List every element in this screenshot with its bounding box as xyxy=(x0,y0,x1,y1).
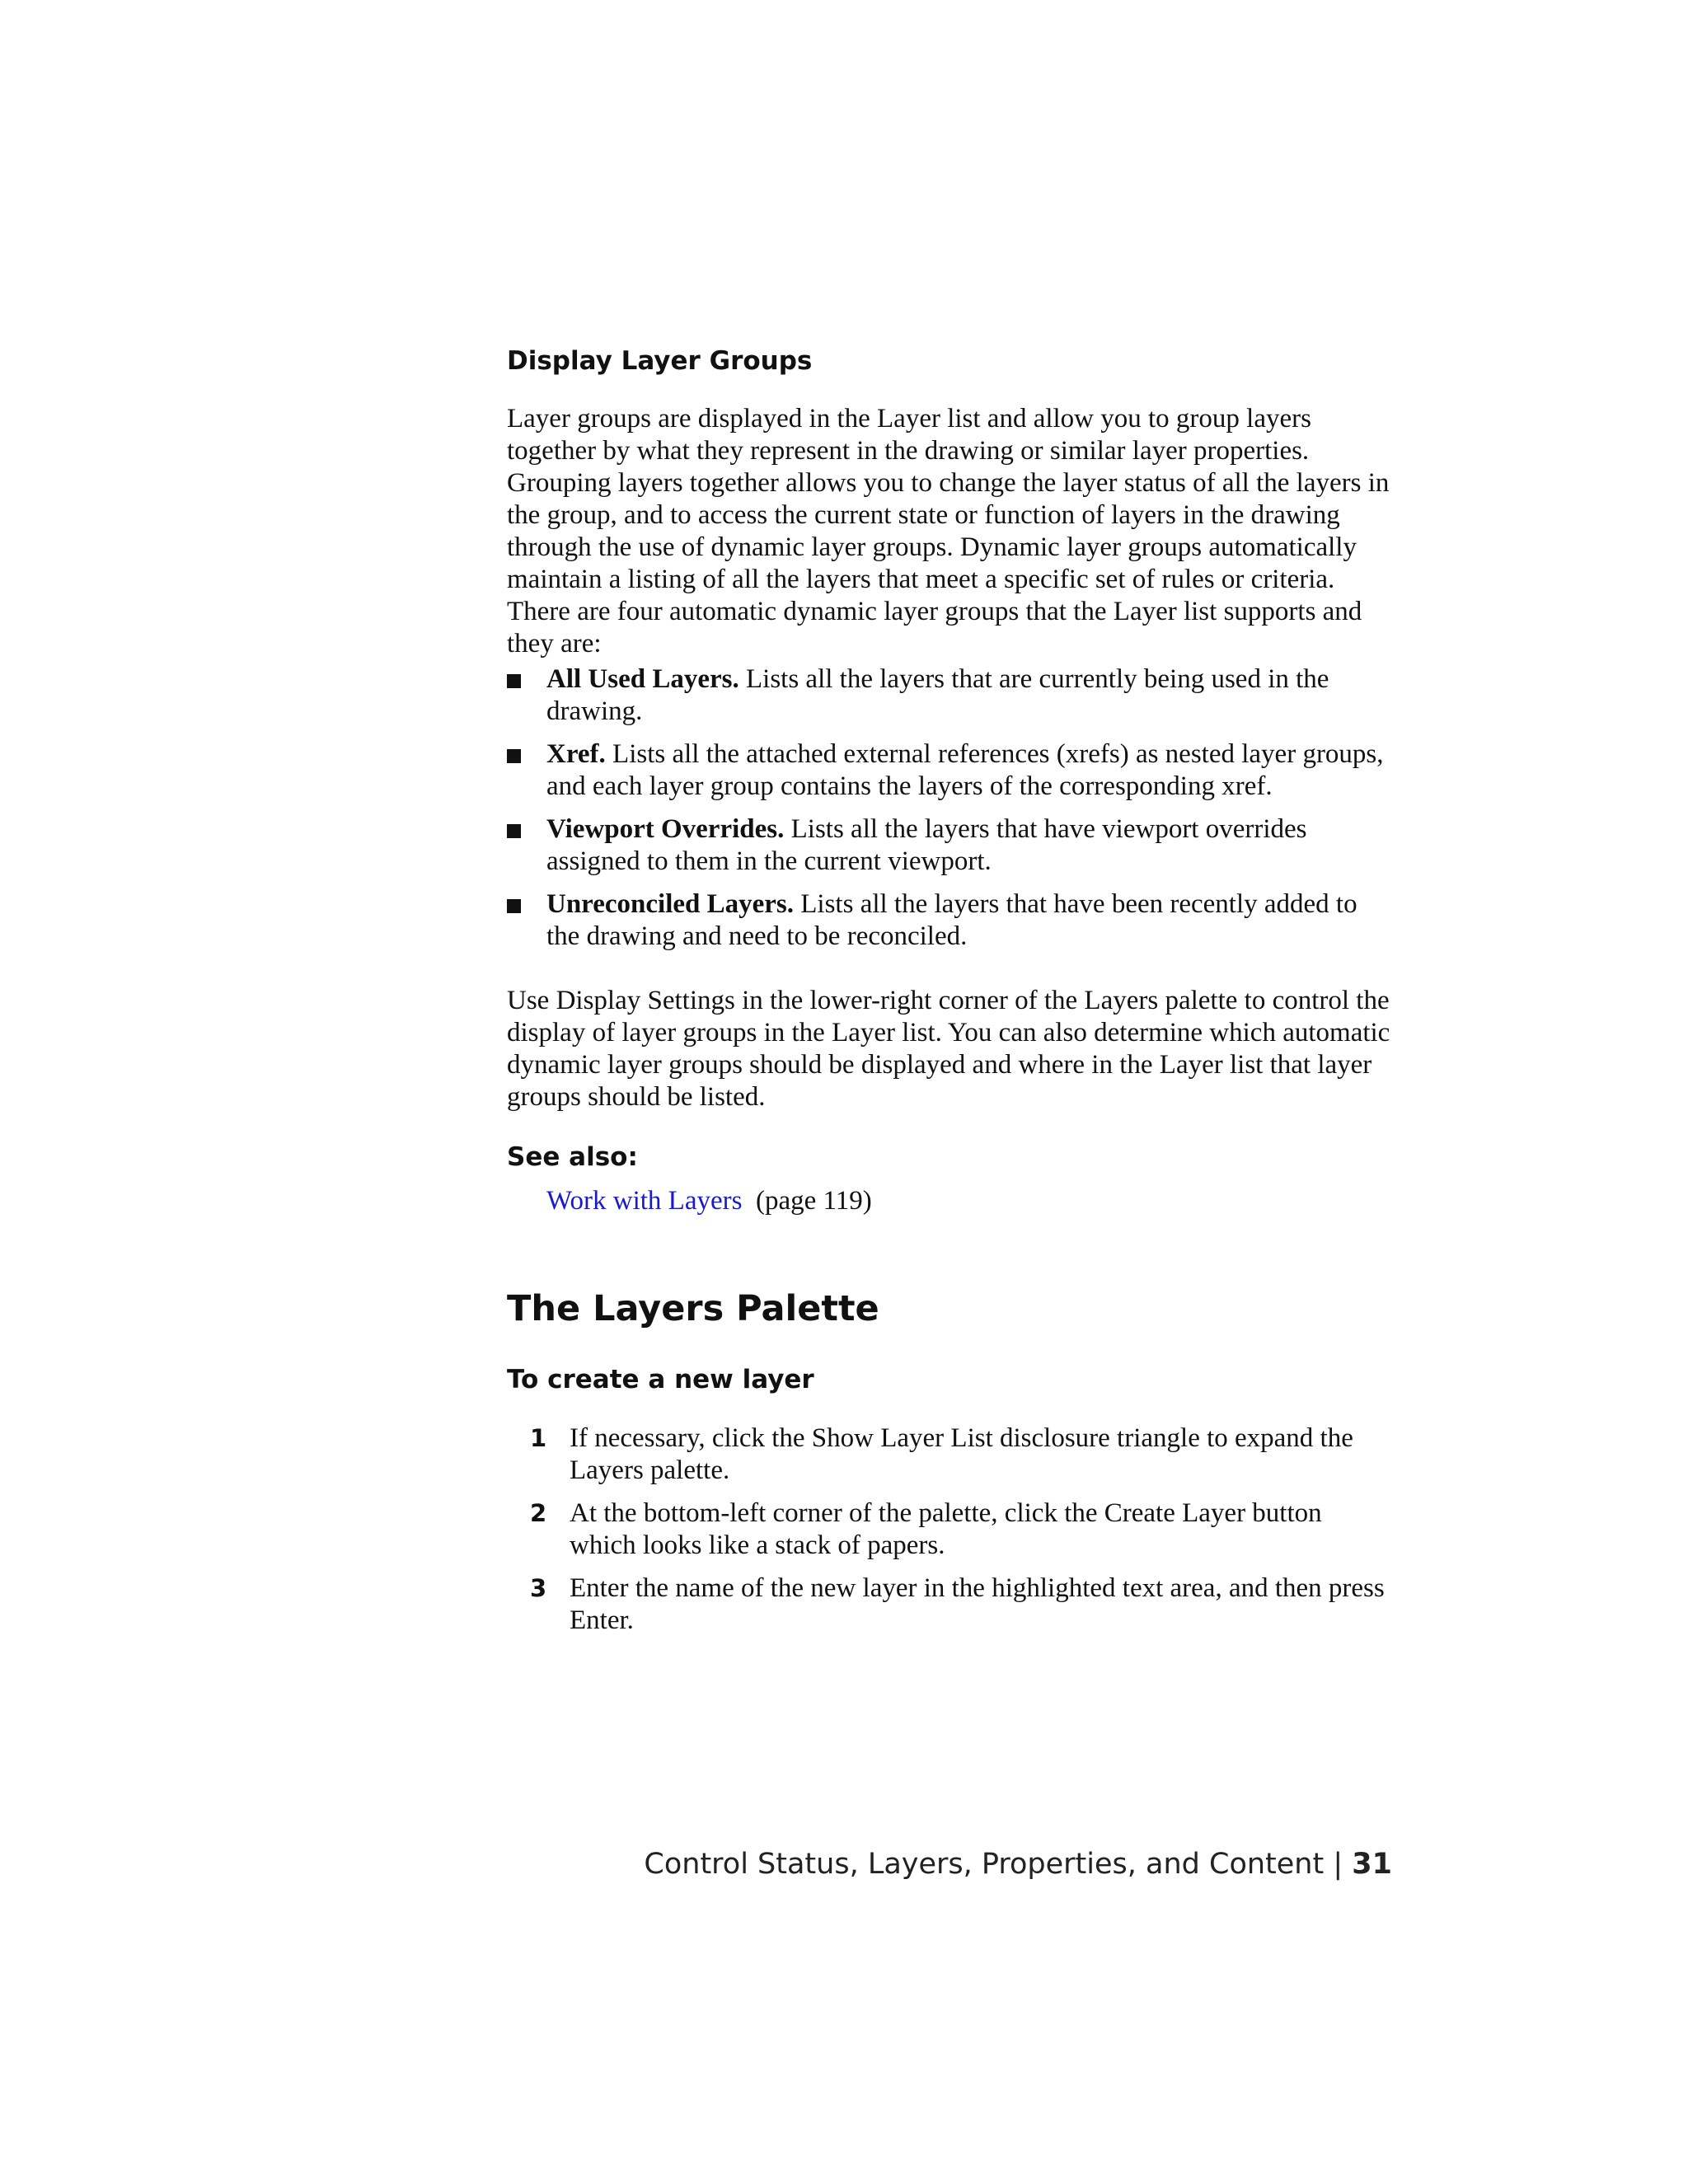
list-item xyxy=(507,813,1393,878)
step-text: Enter the name of the new layer in the highlighted text area, and then press Enter. xyxy=(570,1573,1385,1635)
step-text: At the bottom-left corner of the palette, click the Create Layer button which looks like a stack of papers. xyxy=(570,1498,1322,1560)
see-also-link[interactable]: Work with Layers xyxy=(546,1186,743,1216)
page-title: The Layers Palette xyxy=(507,1288,879,1329)
step-item xyxy=(507,1497,1393,1562)
step-number: 2 xyxy=(530,1499,547,1527)
page-footer xyxy=(644,1846,1392,1882)
step-text: If necessary, click the Show Layer List disclosure triangle to expand the Layers palette. xyxy=(570,1423,1353,1485)
footer-chapter: Control Status, Layers, Properties, and Content xyxy=(644,1848,1325,1881)
list-item xyxy=(507,663,1393,728)
see-also-page: (page 119) xyxy=(755,1186,872,1216)
dynamic-groups-list xyxy=(507,663,1393,953)
step-item xyxy=(507,1572,1393,1637)
section-layers-palette xyxy=(507,1287,1393,1637)
procedure-heading: To create a new layer xyxy=(507,1365,814,1394)
bullet-icon xyxy=(507,899,521,913)
list-item xyxy=(507,888,1393,953)
bullet-icon xyxy=(507,749,521,763)
intro-paragraph: Layer groups are displayed in the Layer list and allow you to group layers together by what they represent in the drawing or similar layer properties. Grouping layers together allows you to change the layer status of all the layers in the group, and to access the current state or function of layers in the drawing through the use of dynamic layer groups. Dynamic layer groups automatically maintain a listing of all the layers that meet a specific set of rules or criteria. There are four automatic dynamic layer groups that the Layer list supports and they are: xyxy=(507,404,1390,658)
see-also-entry xyxy=(507,1185,1393,1217)
footer-separator: | xyxy=(1333,1848,1343,1881)
bullet-icon xyxy=(507,824,521,838)
list-item-term: Unreconciled Layers. xyxy=(546,889,795,919)
step-number: 3 xyxy=(530,1574,547,1602)
closing-paragraph: Use Display Settings in the lower-right corner of the Layers palette to control the display of layer groups in the Layer list. You can also determine which automatic dynamic layer groups should be displayed and where in the Layer list that layer groups should be listed. xyxy=(507,986,1390,1112)
section-display-layer-groups xyxy=(507,344,1393,1217)
list-item-term: All Used Layers. xyxy=(546,664,739,694)
list-item-term: Xref. xyxy=(546,739,606,769)
section-heading: Display Layer Groups xyxy=(507,346,813,376)
list-item-text: Lists all the layers that have viewport overrides assigned to them in the current viewport. xyxy=(546,814,1307,876)
see-also-label: See also: xyxy=(507,1142,638,1172)
page-number: 31 xyxy=(1352,1848,1392,1881)
list-item xyxy=(507,738,1393,803)
procedure-steps xyxy=(507,1422,1393,1637)
step-number: 1 xyxy=(530,1424,547,1452)
bullet-icon xyxy=(507,674,521,688)
list-item-text: Lists all the layers that are currently being used in the drawing. xyxy=(546,664,1329,726)
list-item-text: Lists all the layers that have been recently added to the drawing and need to be reconciled. xyxy=(546,889,1357,951)
list-item-text: Lists all the attached external references (xrefs) as nested layer groups, and each layer group contains the layers of the corresponding xref. xyxy=(546,739,1384,801)
list-item-term: Viewport Overrides. xyxy=(546,814,785,844)
step-item xyxy=(507,1422,1393,1487)
